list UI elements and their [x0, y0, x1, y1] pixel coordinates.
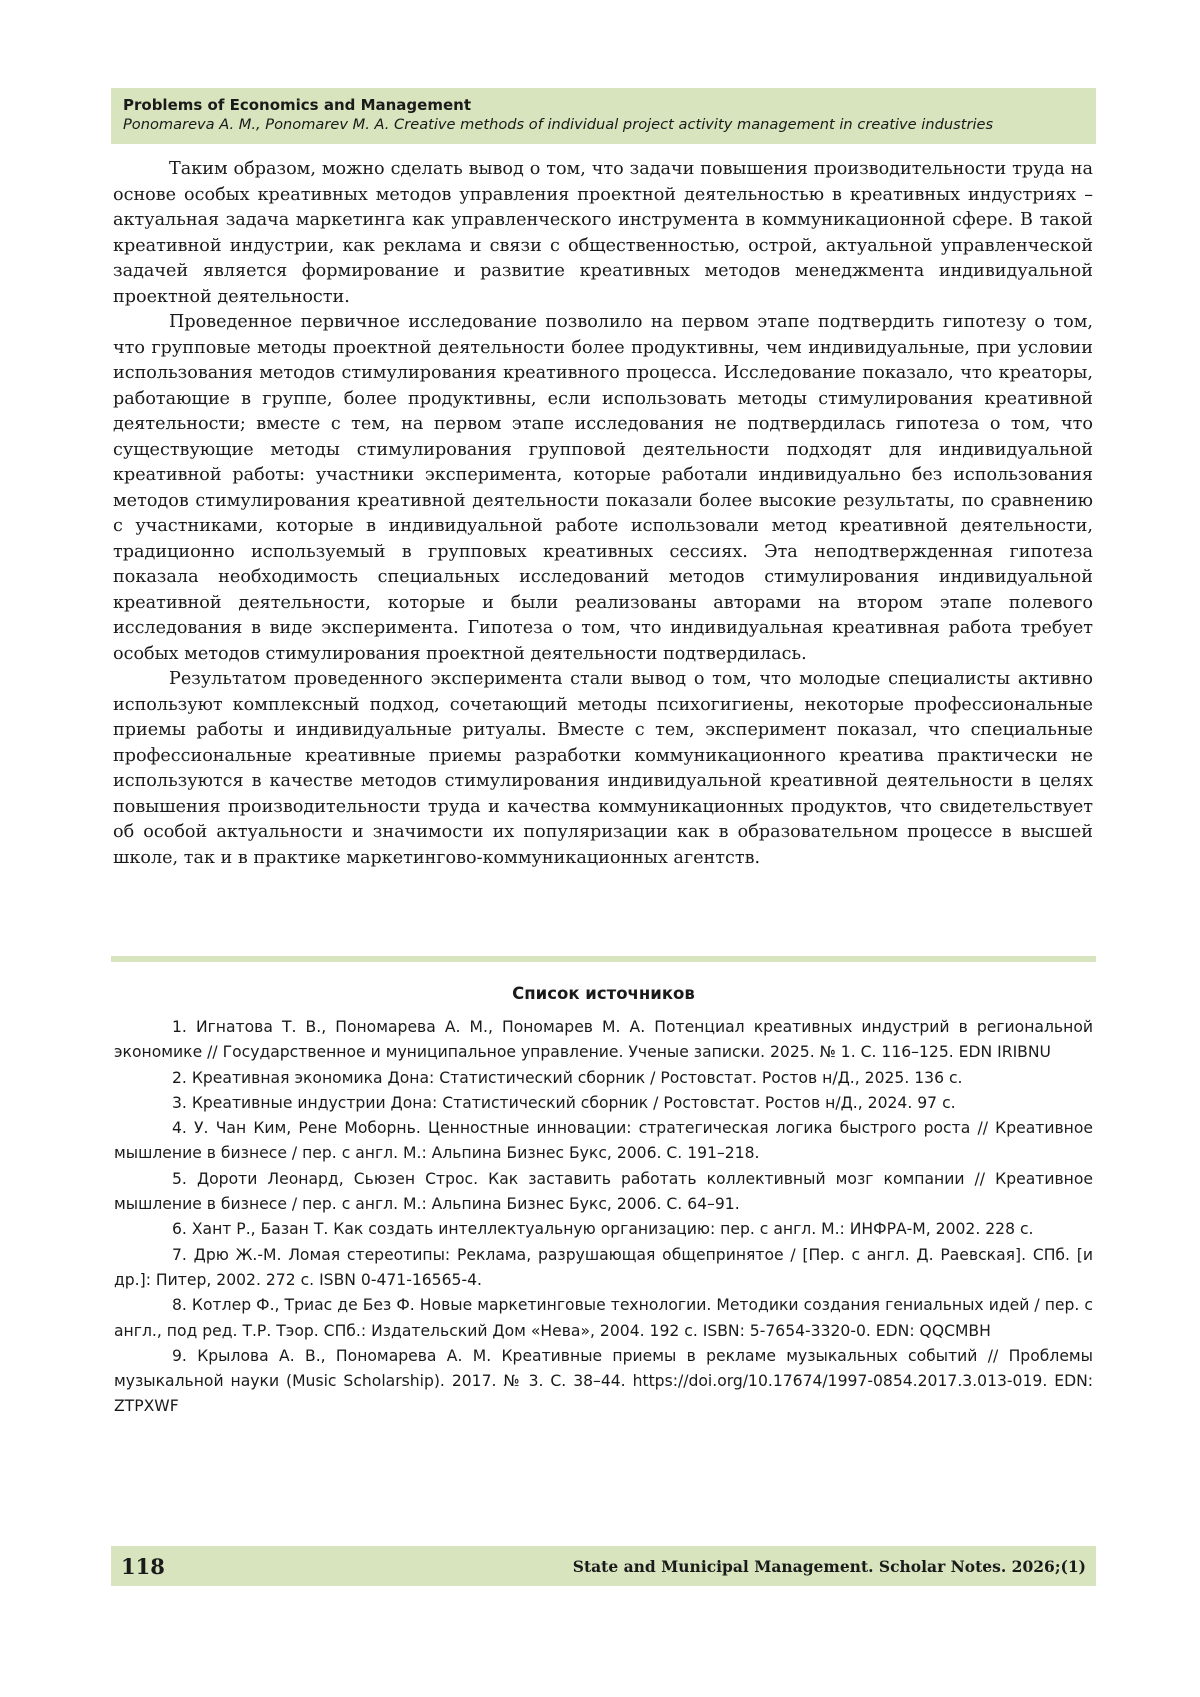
- reference-item: 2. Креативная экономика Дона: Статистический сборник / Ростовстат. Ростов н/Д., 2025. 136 с.: [172, 1068, 963, 1087]
- page-number: 118: [121, 1553, 165, 1579]
- reference-item: 9. Крылова А. В., Пономарева А. М. Креативные приемы в рекламе музыкальных событий // Проблемы музыкальной науки (Music Scholarship). 2017. № 3. С. 38–44. https://doi.org/10.17674/1997-0854.2017.3.013-019. EDN: ZTPXWF: [114, 1346, 1093, 1416]
- reference-item: 7. Дрю Ж.-М. Ломая стереотипы: Реклама, разрушающая общепринятое / [Пер. с англ. Д. Раевская]. СПб. [и др.]: Питер, 2002. 272 с. ISBN 0-471-16565-4.: [114, 1245, 1093, 1289]
- journal-title: Problems of Economics and Management: [123, 96, 471, 114]
- footer-journal-citation: State and Municipal Management. Scholar Notes. 2026;(1): [572, 1556, 1086, 1576]
- body-paragraph: Результатом проведенного эксперимента стали вывод о том, что молодые специалисты активно используют комплексный подход, сочетающий методы психогигиены, некоторые профессиональные приемы работы и индивидуальные ритуалы. Вместе с тем, эксперимент показал, что специальные профессиональные креативные приемы разработки коммуникационного креатива практически не используются в качестве методов стимулирования индивидуальной креативной деятельности в целях повышения производительности труда и качества коммуникационных продуктов, что свидетельствует об особой актуальности и значимости их популяризации как в образовательном процессе в высшей школе, так и в практике маркетингово-коммуникационных агентств.: [113, 669, 1093, 868]
- article-running-head: Ponomareva A. M., Ponomarev M. A. Creative methods of individual project activity management in creative industries: [123, 116, 994, 133]
- reference-item: 4. У. Чан Ким, Рене Моборнь. Ценностные инновации: стратегическая логика быстрого роста // Креативное мышление в бизнесе / пер. с англ. М.: Альпина Бизнес Букс, 2006. С. 191–218.: [114, 1119, 1093, 1163]
- reference-item: 8. Котлер Ф., Триас де Без Ф. Новые маркетинговые технологии. Методики создания гениальных идей / пер. с англ., под ред. Т.Р. Тэор. СПб.: Издательский Дом «Нева», 2004. 192 с. ISBN: 5-7654-3320-0. EDN: QQCMBH: [114, 1296, 1093, 1340]
- running-header: [111, 88, 1096, 144]
- reference-item: 5. Дороти Леонард, Сьюзен Строс. Как заставить работать коллективный мозг компании // Креативное мышление в бизнесе / пер. с англ. М.: Альпина Бизнес Букс, 2006. С. 64–91.: [114, 1169, 1093, 1214]
- article-body: [113, 157, 1093, 871]
- section-divider: [111, 956, 1096, 962]
- reference-item: 3. Креативные индустрии Дона: Статистический сборник / Ростовстат. Ростов н/Д., 2024. 97 с.: [172, 1093, 956, 1112]
- page-footer: [111, 1546, 1096, 1586]
- body-paragraph: Таким образом, можно сделать вывод о том, что задачи повышения производительности труда на основе особых креативных методов управления проектной деятельностью в креативных индустриях – актуальная задача маркетинга как управленческого инструмента в коммуникационной сфере. В такой креативной индустрии, как реклама и связи с общественностью, острой, актуальной управленческой задачей является формирование и развитие креативных методов менеджмента индивидуальной проектной деятельности.: [113, 159, 1093, 307]
- body-paragraph: Проведенное первичное исследование позволило на первом этапе подтвердить гипотезу о том, что групповые методы проектной деятельности более продуктивны, чем индивидуальные, при условии использования методов стимулирования креативного процесса. Исследование показало, что креаторы, работающие в группе, более продуктивны, если использовать методы стимулирования креативной деятельности; вместе с тем, на первом этапе исследования не подтвердилась гипотеза о том, что существующие методы стимулирования групповой деятельности подходят для индивидуальной креативной работы: участники эксперимента, которые работали индивидуально без использования методов стимулирования креативной деятельности показали более высокие результаты, по сравнению с участниками, которые в индивидуальной работе использовали метод креативной деятельности, традиционно используемый в групповых креативных сессиях. Эта неподтвержденная гипотеза показала необходимость специальных исследований методов стимулирования индивидуальной креативной деятельности, которые и были реализованы авторами на втором этапе полевого исследования в виде эксперимента. Гипотеза о том, что индивидуальная креативная работа требует особых методов стимулирования проектной деятельности подтвердилась.: [113, 312, 1093, 664]
- reference-item: 6. Хант Р., Базан Т. Как создать интеллектуальную организацию: пер. с англ. М.: ИНФРА-М, 2002. 228 с.: [172, 1220, 1034, 1239]
- references-list: [114, 1015, 1093, 1420]
- references-heading: Список источников: [512, 984, 695, 1003]
- reference-item: 1. Игнатова Т. В., Пономарева А. М., Пономарев М. А. Потенциал креативных индустрий в региональной экономике // Государственное и муниципальное управление. Ученые записки. 2025. № 1. С. 116–125. EDN IRIBNU: [114, 1018, 1093, 1062]
